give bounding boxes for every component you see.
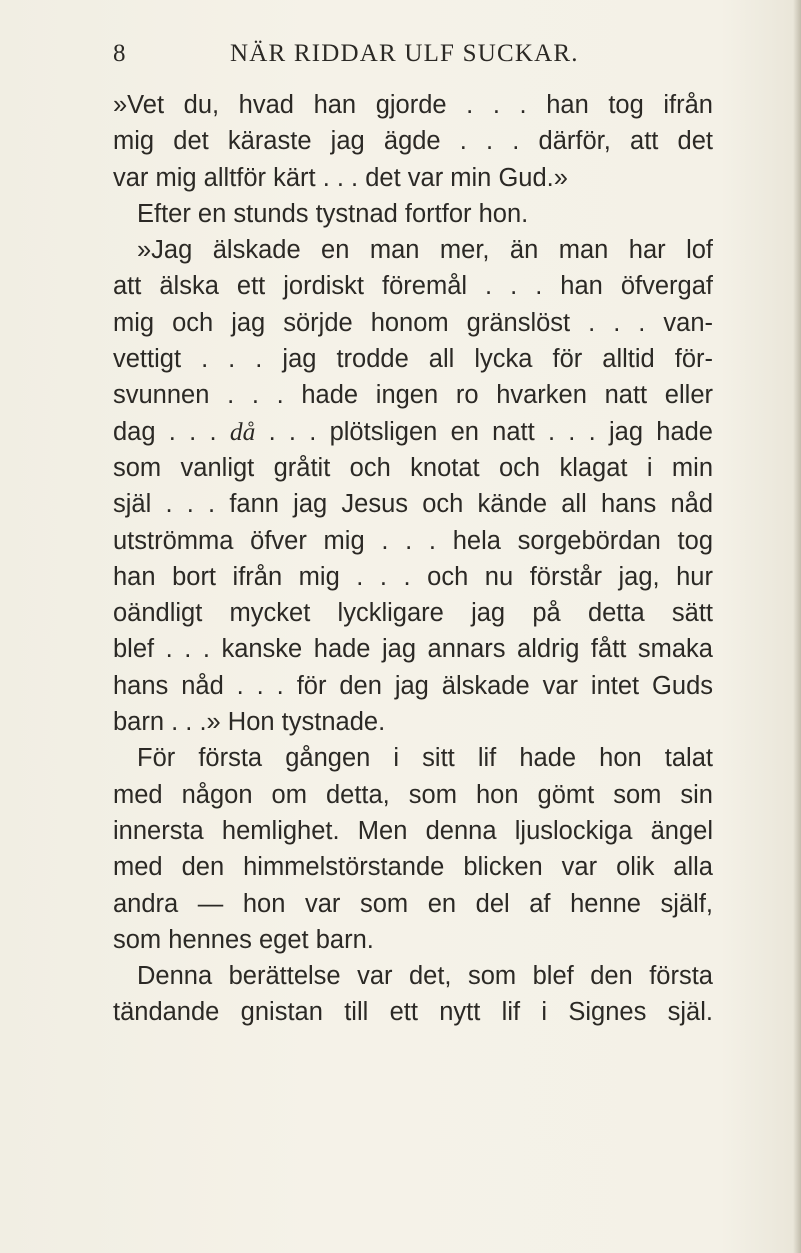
page-number: 8 [113,40,127,67]
text-line: För första gången i sitt lif hade hon talat [137,744,713,773]
text-line: mig och jag sörjde honom gränslöst . . . van- [113,308,713,337]
body-text [113,87,713,1031]
text-line: som vanligt gråtit och knotat och klagat i min [113,453,713,482]
text-line: utströmma öfver mig . . . hela sorgebördan tog [113,526,713,555]
text-line: barn . . .» Hon tystnade. [113,708,386,737]
text-line: själ . . . fann jag Jesus och kände all hans nåd [113,490,713,519]
text-line: Efter en stunds tystnad fortfor hon. [137,199,529,228]
text-line: med någon om detta, som hon gömt som sin [113,780,713,809]
text-segment: dag . . . [113,417,230,446]
running-title: NÄR RIDDAR ULF SUCKAR. [230,40,579,67]
text-line: vettigt . . . jag trodde all lycka för alltid för- [113,345,713,374]
text-line: innersta hemlighet. Men denna ljuslockiga ängel [113,816,713,845]
page-header [113,40,733,80]
text-line: blef . . . kanske hade jag annars aldrig fått smaka [113,635,713,664]
text-line: »Vet du, hvad han gjorde . . . han tog ifrån [113,91,713,119]
text-line: hans nåd . . . för den jag älskade var intet Guds [113,671,713,700]
text-line: »Jag älskade en man mer, än man har lof [137,236,713,265]
text-line: svunnen . . . hade ingen ro hvarken natt eller [113,381,713,410]
text-line: var mig alltför kärt . . . det var min Gud.» [113,163,568,192]
text-line: med den himmelstörstande blicken var olik alla [113,853,713,882]
text-line: som hennes eget barn. [113,925,374,954]
text-line: Denna berättelse var det, som blef den första [137,962,713,991]
text-line: oändligt mycket lyckligare jag på detta sätt [113,599,713,628]
text-line-with-emphasis [113,414,713,450]
text-line: han bort ifrån mig . . . och nu förstår jag, hur [113,562,713,591]
text-segment: . . . plötsligen en natt . . . jag hade [255,417,713,446]
text-line: andra — hon var som en del af henne själf, [113,889,713,918]
emphasized-word: då [229,416,256,446]
page-edge-shadow [793,0,801,1253]
text-line: tändande gnistan till ett nytt lif i Signes själ. [113,998,713,1027]
text-line: att älska ett jordiskt föremål . . . han öfvergaf [113,272,713,301]
text-line: mig det käraste jag ägde . . . därför, att det [113,127,713,156]
